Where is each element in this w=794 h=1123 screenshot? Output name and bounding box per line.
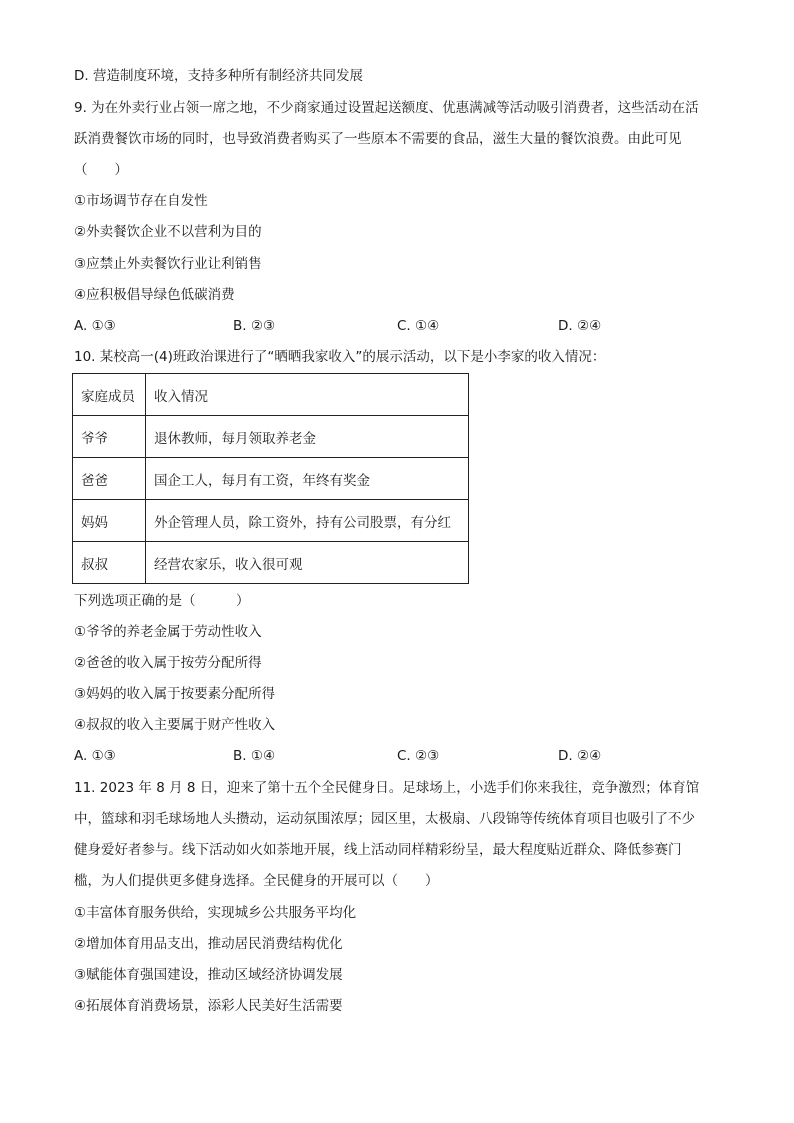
q9-item: ①市场调节存在自发性 — [74, 193, 208, 209]
q8-option-d: D. 营造制度环境，支持多种所有制经济共同发展 — [74, 68, 363, 84]
q10-item: ③妈妈的收入属于按要素分配所得 — [74, 686, 276, 702]
q9-item: ②外卖餐饮企业不以营利为目的 — [74, 224, 262, 240]
q9-choice-a: A. ①③ — [74, 318, 116, 334]
table-header-cell: 家庭成员 — [73, 374, 146, 416]
q9-choice-b: B. ②③ — [233, 318, 276, 334]
q11-stem-line2: 中，篮球和羽毛球场地人头攒动，运动氛围浓厚；园区里，太极扇、八段锦等传统体育项目也吸引了不少 — [74, 811, 695, 827]
table-cell: 妈妈 — [73, 500, 146, 542]
q10-stem: 10. 某校高一(4)班政治课进行了“晒晒我家收入”的展示活动，以下是小李家的收入情况： — [74, 349, 606, 365]
table-cell: 经营农家乐，收入很可观 — [146, 542, 469, 584]
q11-stem-line3: 健身爱好者参与。线下活动如火如荼地开展，线上活动同样精彩纷呈，最大程度贴近群众、降低参赛门 — [74, 842, 682, 858]
table-cell: 爷爷 — [73, 416, 146, 458]
q11-item: ④拓展体育消费场景，添彩人民美好生活需要 — [74, 998, 343, 1014]
income-table — [72, 373, 469, 584]
table-row — [73, 416, 469, 458]
q9-choice-c: C. ①④ — [397, 318, 440, 334]
q10-choice-b: B. ①④ — [233, 748, 276, 764]
q11-item: ③赋能体育强国建设，推动区域经济协调发展 — [74, 967, 343, 983]
q10-choice-a: A. ①③ — [74, 748, 116, 764]
table-cell: 外企管理人员，除工资外，持有公司股票，有分红 — [146, 500, 469, 542]
q11-item: ①丰富体育服务供给，实现城乡公共服务平均化 — [74, 905, 357, 921]
q10-item: ②爸爸的收入属于按劳分配所得 — [74, 655, 262, 671]
q9-stem-line1: 9. 为在外卖行业占领一席之地，不少商家通过设置起送额度、优惠满减等活动吸引消费者，这些活动在活 — [74, 100, 699, 116]
q9-item: ④应积极倡导绿色低碳消费 — [74, 287, 235, 303]
table-cell: 国企工人，每月有工资，年终有奖金 — [146, 458, 469, 500]
table-cell: 退休教师，每月领取养老金 — [146, 416, 469, 458]
q11-stem-line1: 11. 2023 年 8 月 8 日，迎来了第十五个全民健身日。足球场上，小选手们你来我往，竞争激烈；体育馆 — [74, 780, 700, 796]
q10-choice-d: D. ②④ — [558, 748, 602, 764]
table-row — [73, 500, 469, 542]
table-cell: 爸爸 — [73, 458, 146, 500]
q9-choice-d: D. ②④ — [558, 318, 602, 334]
q10-item: ④叔叔的收入主要属于财产性收入 — [74, 717, 276, 733]
table-cell: 叔叔 — [73, 542, 146, 584]
q9-item: ③应禁止外卖餐饮行业让利销售 — [74, 256, 262, 272]
q10-item: ①爷爷的养老金属于劳动性收入 — [74, 624, 262, 640]
table-header-cell: 收入情况 — [146, 374, 469, 416]
q10-question: 下列选项正确的是（ ） — [74, 593, 250, 609]
q9-stem-line3: （ ） — [74, 162, 128, 178]
q11-item: ②增加体育用品支出，推动居民消费结构优化 — [74, 936, 343, 952]
table-row — [73, 542, 469, 584]
q10-choice-c: C. ②③ — [397, 748, 440, 764]
q9-stem-line2: 跃消费餐饮市场的同时，也导致消费者购买了一些原本不需要的食品，滋生大量的餐饮浪费。由此可见 — [74, 131, 682, 147]
q11-stem-line4: 槛，为人们提供更多健身选择。全民健身的开展可以（ ） — [74, 873, 439, 889]
table-row — [73, 458, 469, 500]
table-header-row — [73, 374, 469, 416]
